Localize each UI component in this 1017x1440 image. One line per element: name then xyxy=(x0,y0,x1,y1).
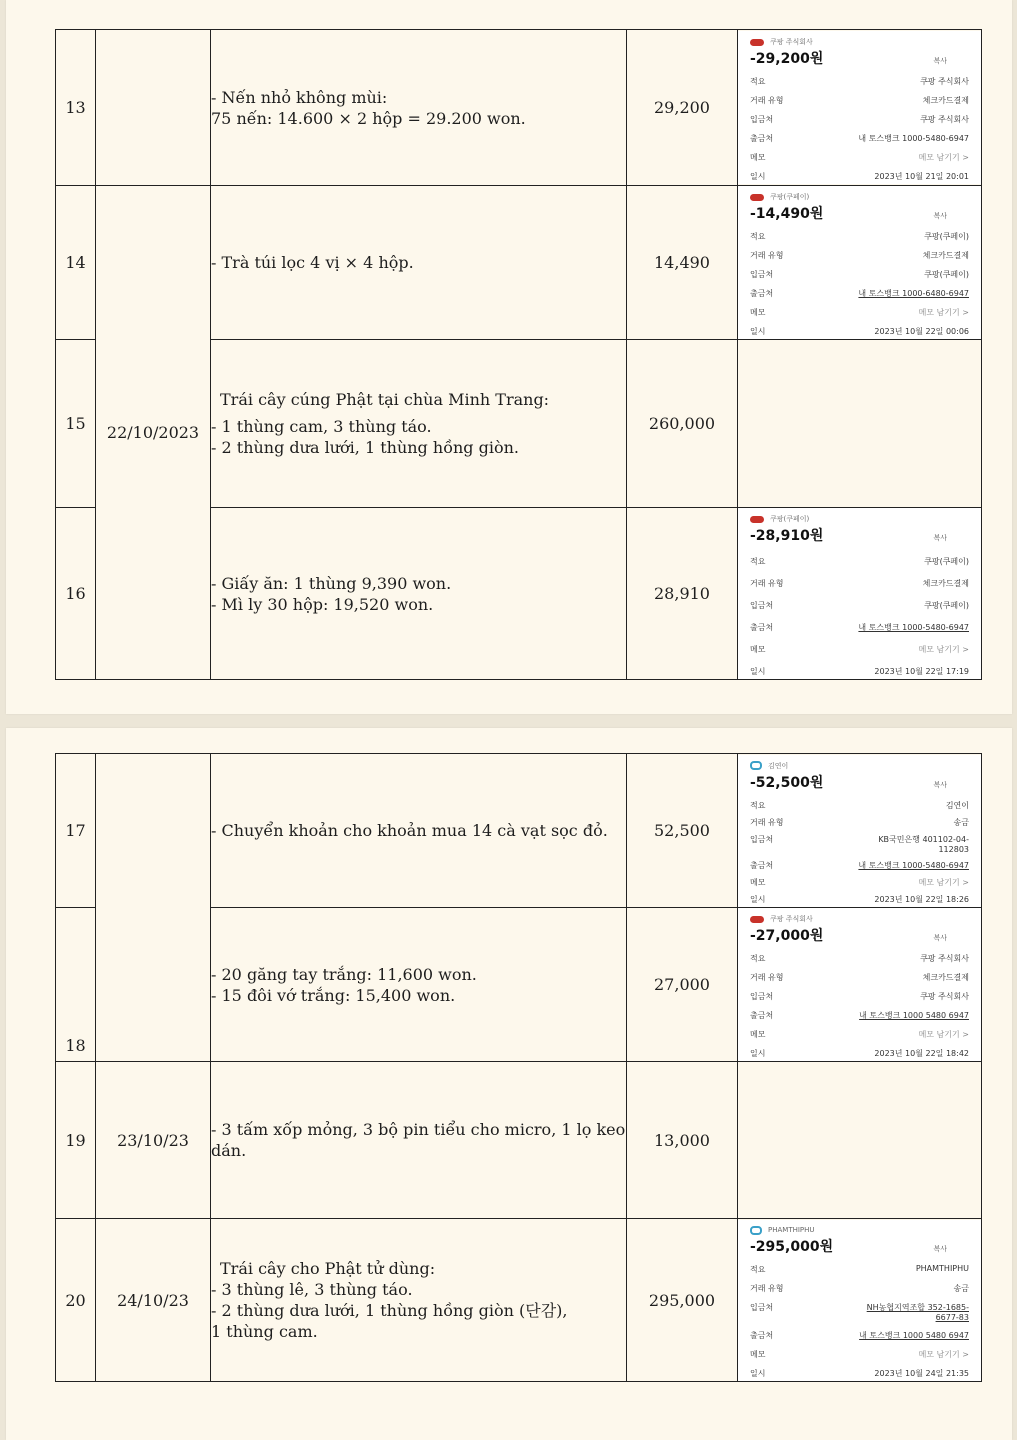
field-value: 김연이 xyxy=(945,800,969,810)
field-value: 쿠팡(쿠페이) xyxy=(924,232,969,241)
date-cell-empty xyxy=(96,30,211,186)
row-number: 18 xyxy=(56,908,96,1062)
transfer-header: PHAMTHIPHU xyxy=(768,1226,815,1234)
field-key: 적요 xyxy=(750,954,766,963)
proof-cell xyxy=(738,1062,982,1219)
transfer-total: -28,910원 xyxy=(750,528,824,544)
description-text: - 1 thùng cam, 3 thùng táo. - 2 thùng dưa lưới, 1 thùng hồng giòn. xyxy=(211,417,519,457)
field-value: 쿠팡(쿠페이) xyxy=(924,601,969,610)
field-value: 메모 남기기 > xyxy=(918,645,969,654)
field-value: 체크카드결제 xyxy=(922,973,969,982)
row-number: 19 xyxy=(56,1062,96,1219)
table-row xyxy=(56,186,982,340)
field-value: 메모 남기기 > xyxy=(918,877,969,887)
field-key: 일시 xyxy=(750,172,766,181)
field-key: 일시 xyxy=(750,1368,766,1378)
transfer-total: -295,000원 xyxy=(750,1238,834,1255)
transfer-total: -29,200원 xyxy=(750,51,824,67)
description-title: Trái cây cúng Phật tại chùa Minh Trang: xyxy=(220,390,550,409)
field-value: 체크카드결제 xyxy=(922,96,969,105)
field-key: 입금처 xyxy=(750,270,774,279)
bank-logo-icon xyxy=(750,39,764,46)
table-row xyxy=(56,1062,982,1219)
bank-logo-icon xyxy=(750,761,762,770)
row-number: 17 xyxy=(56,754,96,908)
description-cell xyxy=(211,1062,631,1219)
bank-transfer-screenshot xyxy=(738,1220,981,1381)
field-key: 거래 유형 xyxy=(750,251,784,260)
field-key: 거래 유형 xyxy=(750,579,784,588)
receipt-photo xyxy=(738,1137,981,1143)
transfer-header: 쿠팡(쿠페이) xyxy=(770,515,810,523)
copy-label: 복사 xyxy=(933,1244,947,1253)
amount-cell: 14,490 xyxy=(627,186,738,340)
field-key: 입금처 xyxy=(750,1302,774,1312)
field-key: 출금처 xyxy=(750,1330,774,1340)
field-value: 내 토스뱅크 1000 5480 6947 xyxy=(859,1011,969,1020)
row-number: 14 xyxy=(56,186,96,340)
transfer-header: 쿠팡(쿠페이) xyxy=(770,193,810,201)
description-cell xyxy=(211,908,627,1062)
field-key: 적요 xyxy=(750,1264,766,1274)
amount-cell: 295,000 xyxy=(627,1219,738,1382)
field-value: 2023년 10월 22일 18:26 xyxy=(874,894,969,904)
transfer-total: -52,500원 xyxy=(750,774,824,791)
field-value: 쿠팡 주식회사 xyxy=(920,954,969,963)
row-number: 20 xyxy=(56,1219,96,1382)
field-value: 체크카드결제 xyxy=(922,579,969,588)
table-row xyxy=(56,754,982,908)
description-text: - Trà túi lọc 4 vị × 4 hộp. xyxy=(211,253,414,272)
row-number: 15 xyxy=(56,340,96,508)
bank-logo-icon xyxy=(750,1226,762,1235)
description-text: - 3 tấm xốp mỏng, 3 bộ pin tiểu cho micro, 1 lọ keo dán. xyxy=(211,1120,631,1160)
field-value: 2023년 10월 21일 20:01 xyxy=(874,172,969,181)
description-text: - Chuyển khoản cho khoản mua 14 cà vạt sọc đỏ. xyxy=(211,821,608,840)
table-row xyxy=(56,30,982,186)
field-value: 메모 남기기 > xyxy=(918,308,969,317)
field-value: 쿠팡 주식회사 xyxy=(920,992,969,1001)
field-value: 쿠팡(쿠페이) xyxy=(924,270,969,279)
field-value: 송금 xyxy=(953,1283,969,1293)
description-cell xyxy=(211,1219,627,1382)
bank-logo-icon xyxy=(750,516,764,523)
field-value: 내 토스뱅크 1000-6480-6947 xyxy=(858,289,969,298)
description-cell xyxy=(211,186,627,340)
date-cell: 24/10/23 xyxy=(96,1219,211,1382)
field-value: 2023년 10월 22일 18:42 xyxy=(874,1049,969,1058)
copy-label: 복사 xyxy=(933,934,947,942)
date-cell: 22/10/2023 xyxy=(96,186,211,680)
field-key: 출금처 xyxy=(750,134,774,143)
date-cell-empty xyxy=(96,754,211,1062)
field-key: 출금처 xyxy=(750,860,774,870)
field-key: 거래 유형 xyxy=(750,1283,784,1293)
bank-transfer-screenshot xyxy=(738,508,981,679)
field-key: 적요 xyxy=(750,557,766,566)
proof-cell xyxy=(738,340,982,508)
field-value: 체크카드결제 xyxy=(922,251,969,260)
description-text: - 3 thùng lê, 3 thùng táo. - 2 thùng dưa lưới, 1 thùng hồng giòn (단감), 1 thùng cam. xyxy=(211,1280,568,1341)
field-key: 일시 xyxy=(750,327,766,336)
field-key: 적요 xyxy=(750,77,766,86)
bank-transfer-screenshot xyxy=(738,908,981,1061)
transfer-header: 김연이 xyxy=(768,761,789,770)
field-value: 내 토스뱅크 1000-5480-6947 xyxy=(858,860,969,870)
field-value: 송금 xyxy=(953,817,969,827)
field-value: 내 토스뱅크 1000-5480-6947 xyxy=(858,623,969,632)
bank-transfer-screenshot xyxy=(738,31,981,184)
proof-cell xyxy=(738,508,982,680)
proof-cell xyxy=(738,1219,982,1382)
field-key: 입금처 xyxy=(750,601,774,610)
receipt-photo xyxy=(738,421,981,427)
field-value: 메모 남기기 > xyxy=(918,153,969,162)
field-value: 2023년 10월 22일 00:06 xyxy=(874,327,969,336)
field-key: 메모 xyxy=(750,1349,766,1359)
field-value: 메모 남기기 > xyxy=(918,1030,969,1039)
field-key: 메모 xyxy=(750,877,766,887)
copy-label: 복사 xyxy=(933,534,947,542)
field-key: 메모 xyxy=(750,153,766,162)
field-value: 2023년 10월 24일 21:35 xyxy=(874,1368,969,1378)
description-title: Trái cây cho Phật tử dùng: xyxy=(220,1259,436,1278)
field-key: 입금처 xyxy=(750,115,774,124)
description-cell xyxy=(211,508,627,680)
table-row xyxy=(56,1219,982,1382)
amount-cell: 29,200 xyxy=(627,30,738,186)
description-cell xyxy=(211,30,627,186)
amount-cell: 28,910 xyxy=(627,508,738,680)
field-value: 쿠팡 주식회사 xyxy=(920,77,969,86)
field-key: 거래 유형 xyxy=(750,817,784,827)
transfer-header: 쿠팡 주식회사 xyxy=(770,915,813,923)
copy-label: 복사 xyxy=(933,57,947,65)
amount-cell: 52,500 xyxy=(627,754,738,908)
field-value: 내 토스뱅크 1000-5480-6947 xyxy=(858,134,969,143)
proof-cell xyxy=(738,754,982,908)
field-key: 입금처 xyxy=(750,834,774,844)
field-key: 일시 xyxy=(750,667,766,676)
field-key: 적요 xyxy=(750,800,766,810)
field-key: 출금처 xyxy=(750,623,774,632)
amount-cell: 27,000 xyxy=(627,908,738,1062)
document-page-1 xyxy=(6,0,1012,714)
field-key: 일시 xyxy=(750,894,766,904)
transfer-total: -27,000원 xyxy=(750,928,824,944)
field-value: PHAMTHIPHU xyxy=(915,1263,969,1273)
field-key: 적요 xyxy=(750,232,766,241)
row-number: 13 xyxy=(56,30,96,186)
expense-table xyxy=(55,29,982,680)
proof-cell xyxy=(738,30,982,186)
description-cell xyxy=(211,754,627,908)
field-value: 내 토스뱅크 1000 5480 6947 xyxy=(859,1330,969,1340)
field-value: KB국민은행 401102-04-112803 xyxy=(878,834,969,854)
field-key: 일시 xyxy=(750,1049,766,1058)
field-key: 입금처 xyxy=(750,992,774,1001)
field-value: 2023년 10월 22일 17:19 xyxy=(874,667,969,676)
description-text: - 20 găng tay trắng: 11,600 won. - 15 đôi vớ trắng: 15,400 won. xyxy=(211,964,477,1005)
description-text: - Giấy ăn: 1 thùng 9,390 won. - Mì ly 30 hộp: 19,520 won. xyxy=(211,573,452,614)
bank-transfer-screenshot xyxy=(738,755,981,907)
transfer-total: -14,490원 xyxy=(750,206,824,222)
row-number: 16 xyxy=(56,508,96,680)
field-key: 메모 xyxy=(750,308,766,317)
date-cell: 23/10/23 xyxy=(96,1062,211,1219)
description-text: - Nến nhỏ không mùi: 75 nến: 14.600 × 2 hộp = 29.200 won. xyxy=(211,87,526,128)
field-key: 거래 유형 xyxy=(750,973,784,982)
field-value: 쿠팡(쿠페이) xyxy=(924,557,969,566)
field-key: 거래 유형 xyxy=(750,96,784,105)
amount-cell: 260,000 xyxy=(627,340,738,508)
field-value: 쿠팡 주식회사 xyxy=(920,115,969,124)
bank-logo-icon xyxy=(750,194,764,201)
copy-label: 복사 xyxy=(933,212,947,220)
description-cell xyxy=(211,340,627,508)
field-key: 메모 xyxy=(750,1030,766,1039)
field-value: NH농협지역조합 352-1685-6677-83 xyxy=(866,1302,969,1322)
copy-label: 복사 xyxy=(933,780,947,789)
proof-cell xyxy=(738,908,982,1062)
bank-transfer-screenshot xyxy=(738,186,981,339)
proof-cell xyxy=(738,186,982,340)
bank-logo-icon xyxy=(750,916,764,923)
field-key: 출금처 xyxy=(750,289,774,298)
amount-cell: 13,000 xyxy=(627,1062,738,1219)
expense-table xyxy=(55,753,982,1382)
field-key: 출금처 xyxy=(750,1011,774,1020)
document-page-2 xyxy=(6,728,1012,1440)
field-key: 메모 xyxy=(750,645,766,654)
field-value: 메모 남기기 > xyxy=(918,1349,969,1359)
transfer-header: 쿠팡 주식회사 xyxy=(770,38,813,46)
